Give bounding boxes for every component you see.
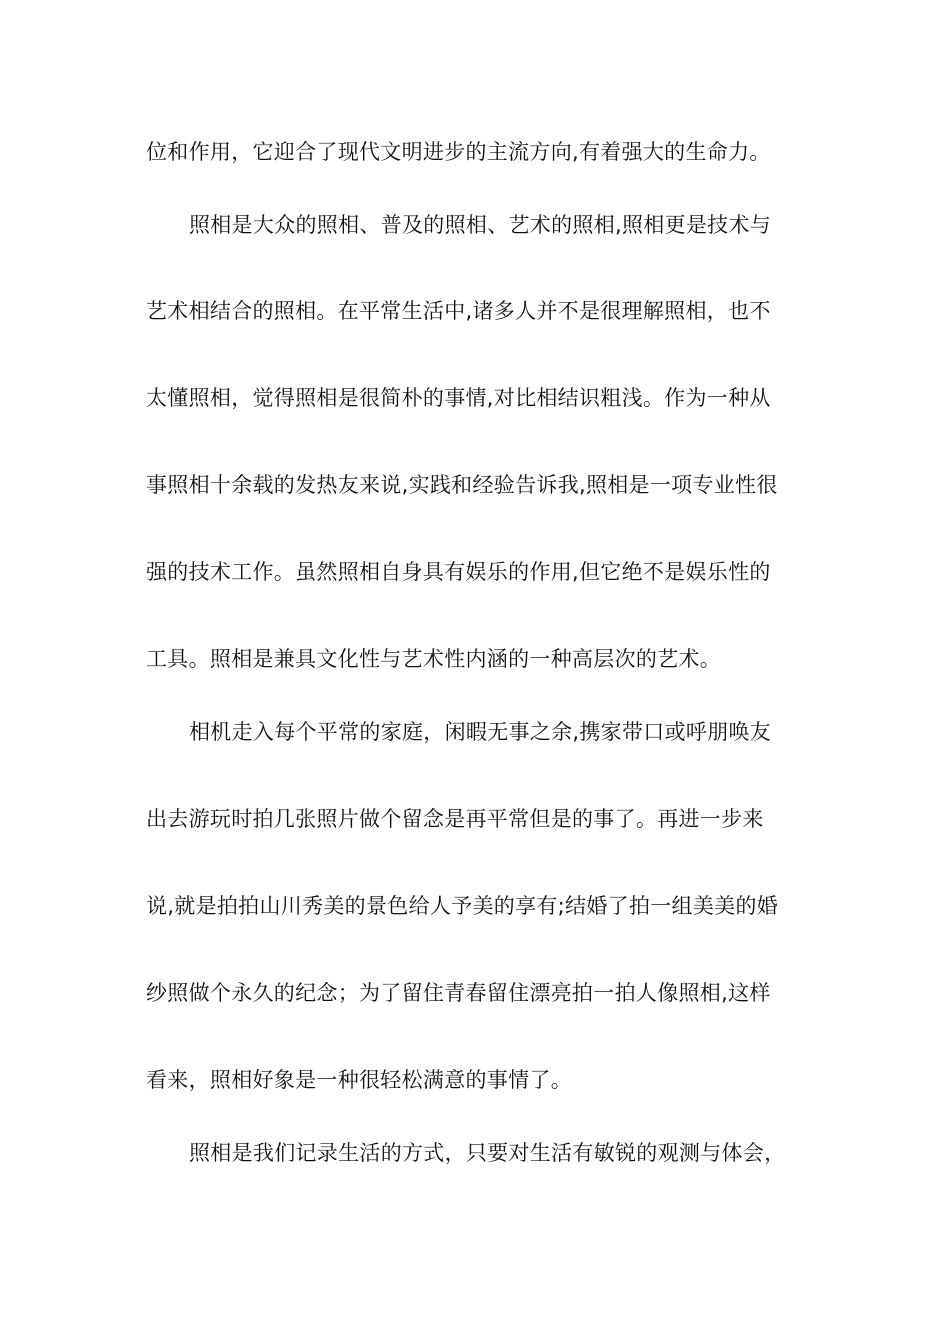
text-line: 太懂照相，觉得照相是很简朴的事情,对比相结识粗浅。作为一种从 bbox=[146, 386, 771, 410]
text-line: 纱照做个永久的纪念；为了留住青春留住漂亮拍一拍人像照相,这样 bbox=[146, 981, 771, 1005]
text-line: 工具。照相是兼具文化性与艺术性内涵的一种高层次的艺术。 bbox=[146, 647, 722, 671]
text-line: 出去游玩时拍几张照片做个留念是再平常但是的事了。再进一步来 bbox=[146, 807, 764, 831]
paragraph-start-line: 照相是大众的照相、普及的照相、艺术的照相,照相更是技术与 bbox=[189, 213, 772, 237]
paragraph-start-line: 照相是我们记录生活的方式，只要对生活有敏锐的观测与体会， bbox=[189, 1141, 786, 1165]
text-line: 说,就是拍拍山川秀美的景色给人予美的享有;结婚了拍一组美美的婚 bbox=[146, 894, 779, 918]
text-line: 事照相十余载的发热友来说,实践和经验告诉我,照相是一项专业性很 bbox=[146, 473, 778, 497]
text-line: 位和作用，它迎合了现代文明进步的主流方向,有着强大的生命力。 bbox=[146, 140, 771, 164]
text-line: 看来，照相好象是一种很轻松满意的事情了。 bbox=[146, 1068, 572, 1092]
text-line: 艺术相结合的照相。在平常生活中,诸多人并不是很理解照相，也不 bbox=[146, 299, 771, 323]
paragraph-start-line: 相机走入每个平常的家庭，闲暇无事之余,携家带口或呼朋唤友 bbox=[189, 720, 772, 744]
text-line: 强的技术工作。虽然照相自身具有娱乐的作用,但它绝不是娱乐性的 bbox=[146, 560, 771, 584]
